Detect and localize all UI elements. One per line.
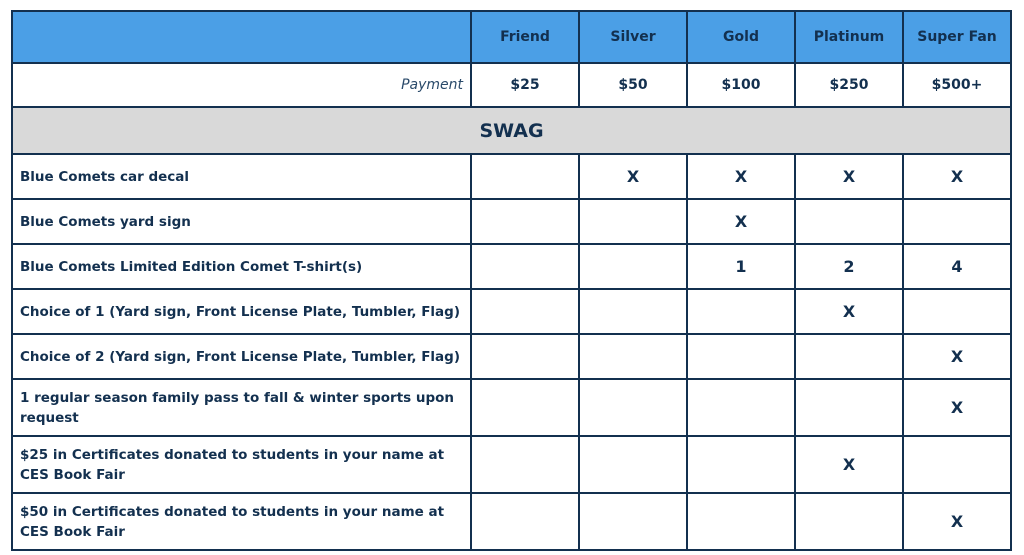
- header-corner-cell: [12, 11, 471, 63]
- benefit-cell: X: [903, 334, 1011, 379]
- benefit-cell: [687, 334, 795, 379]
- benefit-label: Blue Comets Limited Edition Comet T-shirt(s): [12, 244, 471, 289]
- tier-price-gold: $100: [687, 63, 795, 107]
- benefit-cell: [795, 379, 903, 436]
- benefit-cell: 4: [903, 244, 1011, 289]
- tier-name-gold: Gold: [687, 11, 795, 63]
- benefit-cell: [687, 493, 795, 550]
- benefit-cell: [471, 289, 579, 334]
- benefit-cell: [687, 379, 795, 436]
- benefit-label: 1 regular season family pass to fall & winter sports upon request: [12, 379, 471, 436]
- table-row: [12, 244, 1011, 289]
- table-row: [12, 493, 1011, 550]
- benefit-cell: [471, 244, 579, 289]
- tier-price-silver: $50: [579, 63, 687, 107]
- benefit-cell: [795, 493, 903, 550]
- benefit-cell: [795, 199, 903, 244]
- benefit-cell: X: [903, 493, 1011, 550]
- benefit-label: Blue Comets yard sign: [12, 199, 471, 244]
- tier-price-platinum: $250: [795, 63, 903, 107]
- benefit-label: Blue Comets car decal: [12, 154, 471, 199]
- benefit-label: Choice of 2 (Yard sign, Front License Plate, Tumbler, Flag): [12, 334, 471, 379]
- benefit-cell: 1: [687, 244, 795, 289]
- benefit-cell: [471, 436, 579, 493]
- benefit-cell: 2: [795, 244, 903, 289]
- benefit-cell: [579, 289, 687, 334]
- benefit-cell: [471, 199, 579, 244]
- benefit-cell: X: [687, 154, 795, 199]
- benefit-cell: [579, 244, 687, 289]
- section-title: SWAG: [12, 107, 1011, 154]
- benefit-cell: [903, 436, 1011, 493]
- table-row: [12, 289, 1011, 334]
- benefit-cell: [795, 334, 903, 379]
- benefit-cell: [579, 379, 687, 436]
- benefit-cell: [903, 199, 1011, 244]
- table-row: [12, 154, 1011, 199]
- benefit-cell: [471, 154, 579, 199]
- benefit-cell: X: [795, 289, 903, 334]
- table-row: [12, 334, 1011, 379]
- benefit-cell: [579, 334, 687, 379]
- benefit-cell: X: [903, 154, 1011, 199]
- section-row: [12, 107, 1011, 154]
- benefit-label: $50 in Certificates donated to students in your name at CES Book Fair: [12, 493, 471, 550]
- table-row: [12, 379, 1011, 436]
- benefit-cell: [471, 334, 579, 379]
- benefit-cell: [579, 436, 687, 493]
- benefit-cell: [687, 289, 795, 334]
- benefit-cell: [579, 493, 687, 550]
- tier-price-friend: $25: [471, 63, 579, 107]
- benefit-cell: [471, 493, 579, 550]
- benefit-label: $25 in Certificates donated to students in your name at CES Book Fair: [12, 436, 471, 493]
- membership-tier-table: [11, 10, 1012, 551]
- payment-label: Payment: [12, 63, 471, 107]
- tier-header-row: [12, 11, 1011, 63]
- benefit-cell: X: [579, 154, 687, 199]
- benefit-cell: X: [795, 436, 903, 493]
- table-row: [12, 436, 1011, 493]
- benefit-cell: [687, 436, 795, 493]
- benefit-cell: X: [687, 199, 795, 244]
- tier-price-super-fan: $500+: [903, 63, 1011, 107]
- benefit-cell: [471, 379, 579, 436]
- tier-name-friend: Friend: [471, 11, 579, 63]
- benefit-label: Choice of 1 (Yard sign, Front License Plate, Tumbler, Flag): [12, 289, 471, 334]
- benefit-cell: [579, 199, 687, 244]
- benefit-cell: [903, 289, 1011, 334]
- benefit-cell: X: [795, 154, 903, 199]
- payment-row: [12, 63, 1011, 107]
- table-row: [12, 199, 1011, 244]
- benefit-cell: X: [903, 379, 1011, 436]
- tier-name-platinum: Platinum: [795, 11, 903, 63]
- tier-name-silver: Silver: [579, 11, 687, 63]
- tier-name-super-fan: Super Fan: [903, 11, 1011, 63]
